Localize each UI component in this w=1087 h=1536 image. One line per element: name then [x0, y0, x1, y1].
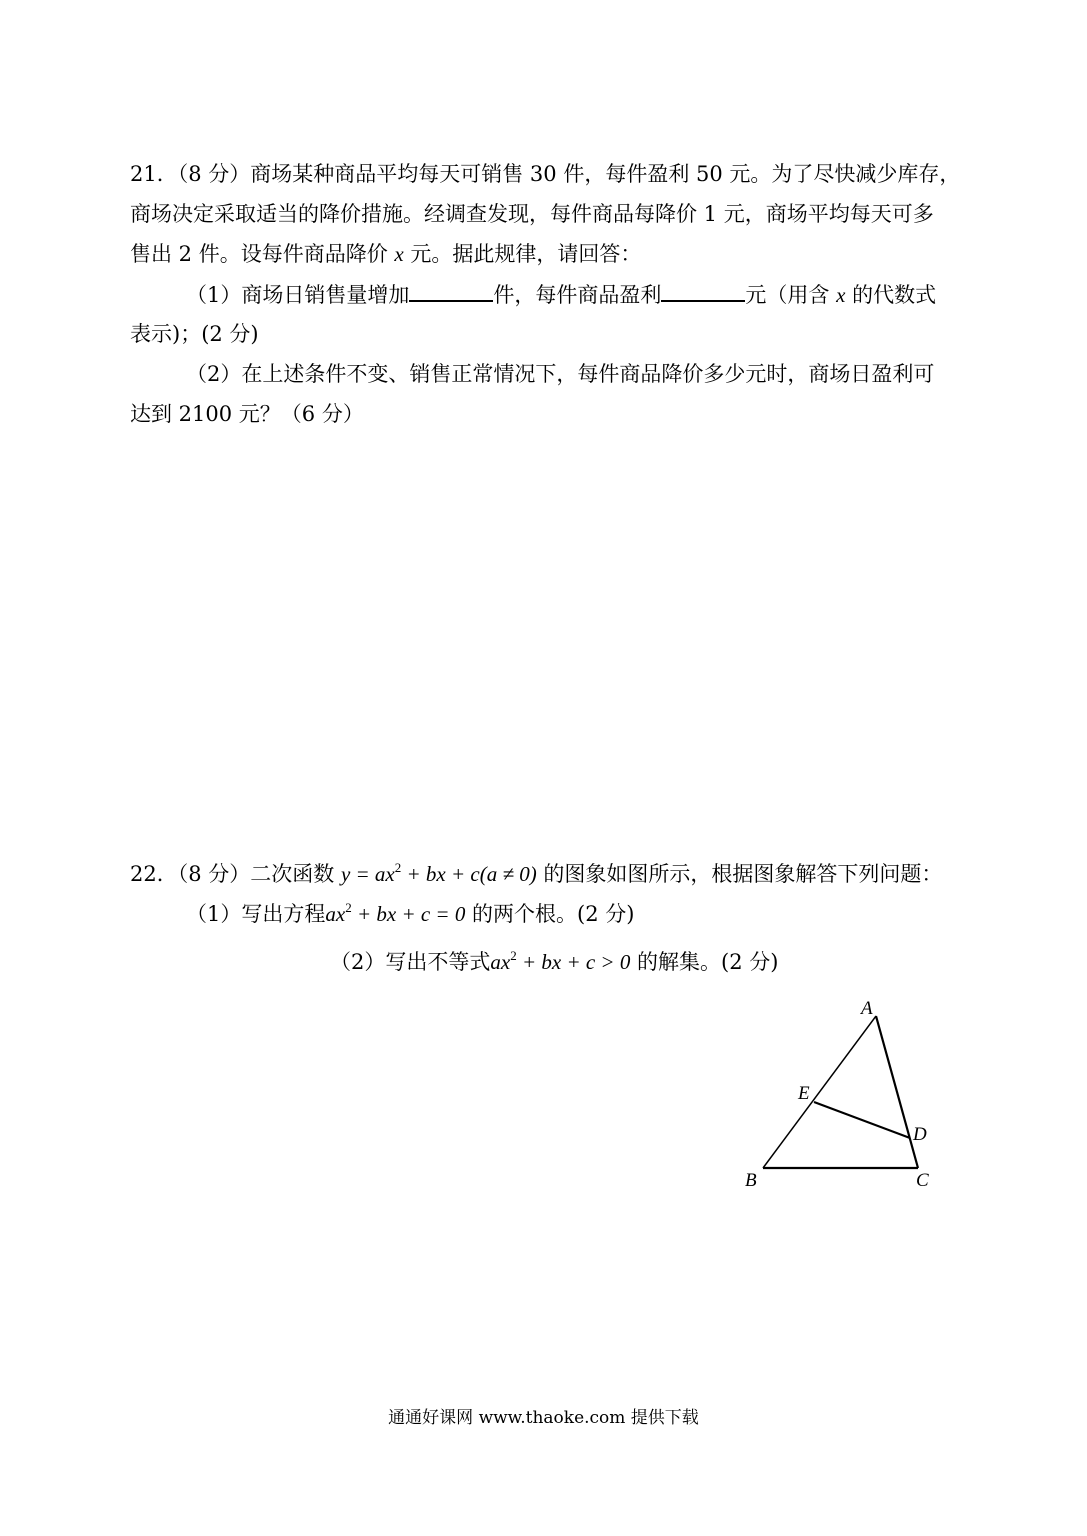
q22-stem-text-b: 的图象如图所示，根据图象解答下列问题：	[536, 862, 943, 886]
q22-part-1-equation: $ax^2$ + bx + c = 0	[325, 900, 466, 926]
q21-line-2: 商场决定采取适当的降价措施。经调查发现，每件商品每降价 1 元，商场平均每天可多	[130, 202, 934, 226]
q22-part-1	[186, 900, 634, 931]
page-footer: 通通好课网 www.thaoke.com 提供下载	[388, 1408, 699, 1428]
q21-part-2-line-1: （2）在上述条件不变、销售正常情况下，每件商品降价多少元时，商场日盈利可	[186, 362, 935, 386]
q21-part-1-text-c: 元（用含	[745, 283, 837, 307]
side-ab	[763, 1016, 876, 1168]
label-b: B	[745, 1170, 757, 1191]
segment-ed	[814, 1102, 910, 1138]
answer-blank-profit-per-item[interactable]	[661, 280, 745, 302]
q21-part-1-variable-x: x	[836, 283, 846, 307]
q22-part-2-inequality: $ax^2$ + bx + c > 0	[490, 948, 631, 974]
q21-line-3-text-a: 售出 2 件。设每件商品降价	[130, 242, 395, 266]
q21-part-2-line-2: 达到 2100 元？（6 分）	[130, 402, 364, 426]
label-e: E	[798, 1083, 810, 1104]
q21-part-1-text-a: （1）商场日销售量增加	[186, 283, 410, 307]
label-a: A	[861, 998, 873, 1019]
q21-part-1	[186, 280, 936, 309]
q22-stem-text-a: 22．（8 分）二次函数	[130, 862, 341, 886]
q21-part-1-line-2: 表示)；(2 分)	[130, 322, 259, 346]
q22-stem-formula: $y = ax^2$ + bx + c(a ≠ 0)	[340, 860, 537, 886]
q21-line-3	[130, 240, 641, 268]
label-d: D	[913, 1124, 927, 1145]
side-ac	[876, 1016, 918, 1168]
q22-part-1-text-a: （1）写出方程	[186, 902, 326, 926]
q22-part-2	[330, 948, 778, 979]
q22-part-1-text-b: 的两个根。(2 分)	[465, 902, 635, 926]
q21-part-1-text-b: 件，每件商品盈利	[493, 283, 662, 307]
q21-line-3-text-b: 元。据此规律，请回答：	[403, 242, 642, 266]
q21-part-1-text-d: 的代数式	[845, 283, 937, 307]
q22-part-2-text-b: 的解集。(2 分)	[630, 950, 779, 974]
triangle-figure	[730, 990, 960, 1200]
q21-variable-x: x	[394, 242, 404, 266]
answer-blank-sales-increase[interactable]	[409, 280, 493, 302]
q21-line-1: 21．（8 分）商场某种商品平均每天可销售 30 件，每件盈利 50 元。为了尽快减少库存，	[130, 162, 961, 186]
label-c: C	[916, 1170, 929, 1191]
q22-stem	[130, 860, 942, 891]
q22-part-2-text-a: （2）写出不等式	[330, 950, 491, 974]
